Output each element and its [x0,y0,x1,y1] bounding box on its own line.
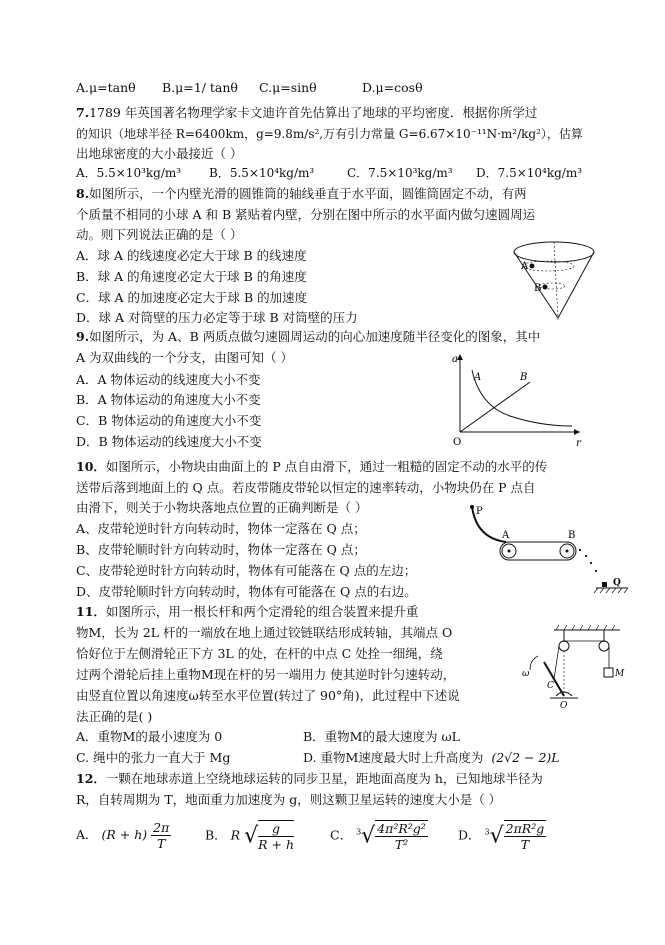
q11-option-a: A．重物M的最小速度为 0 [76,729,223,744]
pulley-rod-figure [520,620,630,710]
q8-line-3: 动。则下列说法正确的是（ ） [76,227,243,242]
q10-line-2: 送带后落到地面上的 Q 点。若皮带随皮带轮以恒定的速率转动，小物块仍在 P 点自 [76,480,536,495]
pulley-left [559,641,569,651]
q12-option-a-den: T [157,836,166,851]
q11-option-b: B．重物M的最大速度为 ωL [303,729,460,744]
q11-option-d-text: D. 重物M速度最大时上升高度为 [303,750,484,765]
q12-option-d-den: T [520,837,530,852]
cone-figure [508,238,603,323]
q11-option-c: C. 绳中的张力一直大于 Mg [76,750,231,765]
q9-line-2: A 为双曲线的一个分支，由图可知（ ） [76,350,293,365]
q10-option-b: B、皮带轮顺时针方向转动时，物体一定落在 Q 点； [76,542,366,557]
q10-option-d: D、皮带轮顺时针方向转动时，物体有可能落在 Q 点的右边。 [76,584,417,599]
q9-option-a: A．A 物体运动的线速度大小不变 [76,372,261,387]
q12-option-a-fraction [151,820,171,851]
q11-line-2: 物M，长为 2L 杆的一端放在地上通过铰链联结形成转轴，其端点 O [76,625,453,640]
q12-option-c-num: 4π²R²g² [377,821,426,836]
conveyor-figure [462,500,632,600]
q12-option-b-left: R [230,827,241,843]
label-o: O [560,701,568,710]
q7-line-2: 的知识（地球半径 R=6400km，g=9.8m/s²,万有引力常量 G=6.67×10⁻¹¹N·m²/kg²），估算 [76,127,583,141]
q11-text-1: 如图所示，用一根长杆和两个定滑轮的组合装置来提升重 [105,604,419,619]
q10-option-a: A、皮带轮逆时针方向转动时，物体一定落在 Q 点； [76,521,366,536]
q11-line-5: 由竖直位置以角速度ω转至水平位置(转过了 90°角)，此过程中下述说 [76,688,460,703]
q12-number: 12． [76,771,106,786]
q12-option-c-radical: √ [361,823,376,849]
q12-option-a-left: (R + h) [101,827,148,842]
q12-option-b-radical: √ [244,823,259,849]
weight-m [604,668,613,677]
q7-text-1: 1789 年英国著名物理学家卡文迪许首先估算出了地球的平均密度．根据你所学过 [89,105,538,120]
q10-option-c: C、皮带轮逆时针方向转动时，物体有可能落在 Q 点的左边； [76,563,417,578]
acceleration-radius-graph [450,350,585,448]
label-c: C [547,681,554,691]
q12-option-c [330,820,428,852]
q6-option-d: D.μ=cosθ [362,80,423,95]
q12-option-d [458,820,546,852]
q12-option-d-index: 3 [484,827,490,837]
label-omega: ω [522,669,530,679]
q12-option-c-label: C． [330,827,353,843]
q8-option-d: D．球 A 对筒壁的压力必定等于球 B 对筒壁的压力 [76,310,358,325]
q11-line-6: 法正确的是( ) [76,709,153,724]
q8-text-1: 如图所示，一个内壁光滑的圆锥筒的轴线垂直于水平面，圆锥筒固定不动，有两 [89,186,527,201]
q7-number: 7. [76,105,90,120]
q12-option-b-fraction [258,820,294,852]
q9-option-b: B．A 物体运动的角速度大小不变 [76,392,261,407]
label-a: A [502,530,510,541]
q12-option-d-num: 2πR²g [505,821,545,836]
q12-text-1: 一颗在地球赤道上空绕地球运转的同步卫星，距地面高度为 h，已知地球半径为 [105,771,543,786]
label-p: P [476,506,483,517]
q8-option-a: A．球 A 的线速度必定大于球 B 的线速度 [76,248,307,263]
q12-option-b-den: R + h [258,837,294,852]
q10-line-3: 由滑下，则关于小物块落地点位置的正确判断是（ ） [76,500,368,515]
q7-option-d: D．7.5×10⁴kg/m³ [476,166,583,180]
q9-number: 9. [76,329,90,344]
q11-number: 11． [76,604,106,619]
q6-option-b: B.μ=1/ tanθ [162,80,238,95]
q6-option-a: A.μ=tanθ [76,80,136,95]
graph-label-a: A [474,372,482,383]
q8-number: 8. [76,186,90,201]
q12-option-b [205,820,294,852]
cone-ball-a [530,264,535,269]
point-p [470,505,474,509]
cone-label-a: A [521,261,529,272]
q7-option-a: A．5.5×10³kg/m³ [76,166,182,180]
q12-option-d-radical: √ [489,823,504,849]
q8-option-c: C．球 A 的加速度必定大于球 B 的加速度 [76,290,308,305]
q12-option-b-num: g [258,821,294,837]
q10-line-1 [76,459,547,475]
line-b [460,382,530,432]
q12-option-c-den: T² [394,837,409,852]
q10-number: 10． [76,459,106,474]
graph-origin: O [453,437,462,448]
q7-line-3: 出地球密度的大小最接近（ ） [76,146,243,161]
q8-option-b: B．球 A 的角速度必定大于球 B 的角速度 [76,269,307,284]
point-q-marker [602,582,607,587]
graph-axis-a: a [452,354,458,365]
cone-label-b: B [534,283,542,294]
label-b: B [568,530,576,541]
q11-line-1 [76,604,418,620]
pulley-right [599,641,609,651]
q8-line-1 [76,186,527,202]
q9-text-1: 如图所示，为 A、B 两质点做匀速圆周运动的向心加速度随半径变化的图象，其中 [89,329,541,344]
q8-line-2: 个质量不相同的小球 A 和 B 紧贴着内壁，分别在图中所示的水平面内做匀速圆周运 [76,207,536,222]
q7-option-c: C．7.5×10³kg/m³ [347,166,453,180]
q11-option-d-expr: (2√2 − 2)L [491,750,560,765]
q12-option-d-fraction [504,820,547,852]
q9-option-d: D．B 物体运动的线速度大小不变 [76,434,262,449]
q12-option-b-label: B． [205,827,227,843]
q12-option-a [76,820,171,851]
label-m: M [615,669,625,679]
q10-text-1: 如图所示，小物块由曲面上的 P 点自由滑下，通过一粗糙的固定不动的水平的传 [105,459,548,474]
q11-option-d [303,750,560,766]
q12-line-2: R，自转周期为 T，地面重力加速度为 g，则这颗卫星运转的速度大小是（ ） [76,792,502,807]
q12-option-a-label: A． [76,827,98,842]
q12-line-1 [76,771,543,787]
q9-line-1 [76,329,540,345]
q12-option-d-label: D． [458,827,481,843]
label-q: Q [613,578,621,588]
q7-line-1 [76,105,537,121]
q7-option-b: B．5.5×10⁴kg/m³ [209,166,315,180]
q11-line-3: 恰好位于左侧滑轮正下方 3L 的处，在杆的中点 C 处拴一细绳，绕 [76,646,443,661]
q12-option-a-num: 2π [153,820,170,835]
q9-option-c: C．B 物体运动的角速度大小不变 [76,413,262,428]
q6-option-c: C.μ=sinθ [259,80,317,95]
q12-option-c-fraction [375,820,428,852]
graph-label-b: B [520,372,528,383]
graph-axis-r: r [576,438,581,448]
cone-ball-b [543,285,548,290]
q11-line-4: 过两个滑轮后挂上重物M现在杆的另一端用力 使其逆时针匀速转动， [76,667,456,682]
q12-option-c-index: 3 [356,827,362,837]
